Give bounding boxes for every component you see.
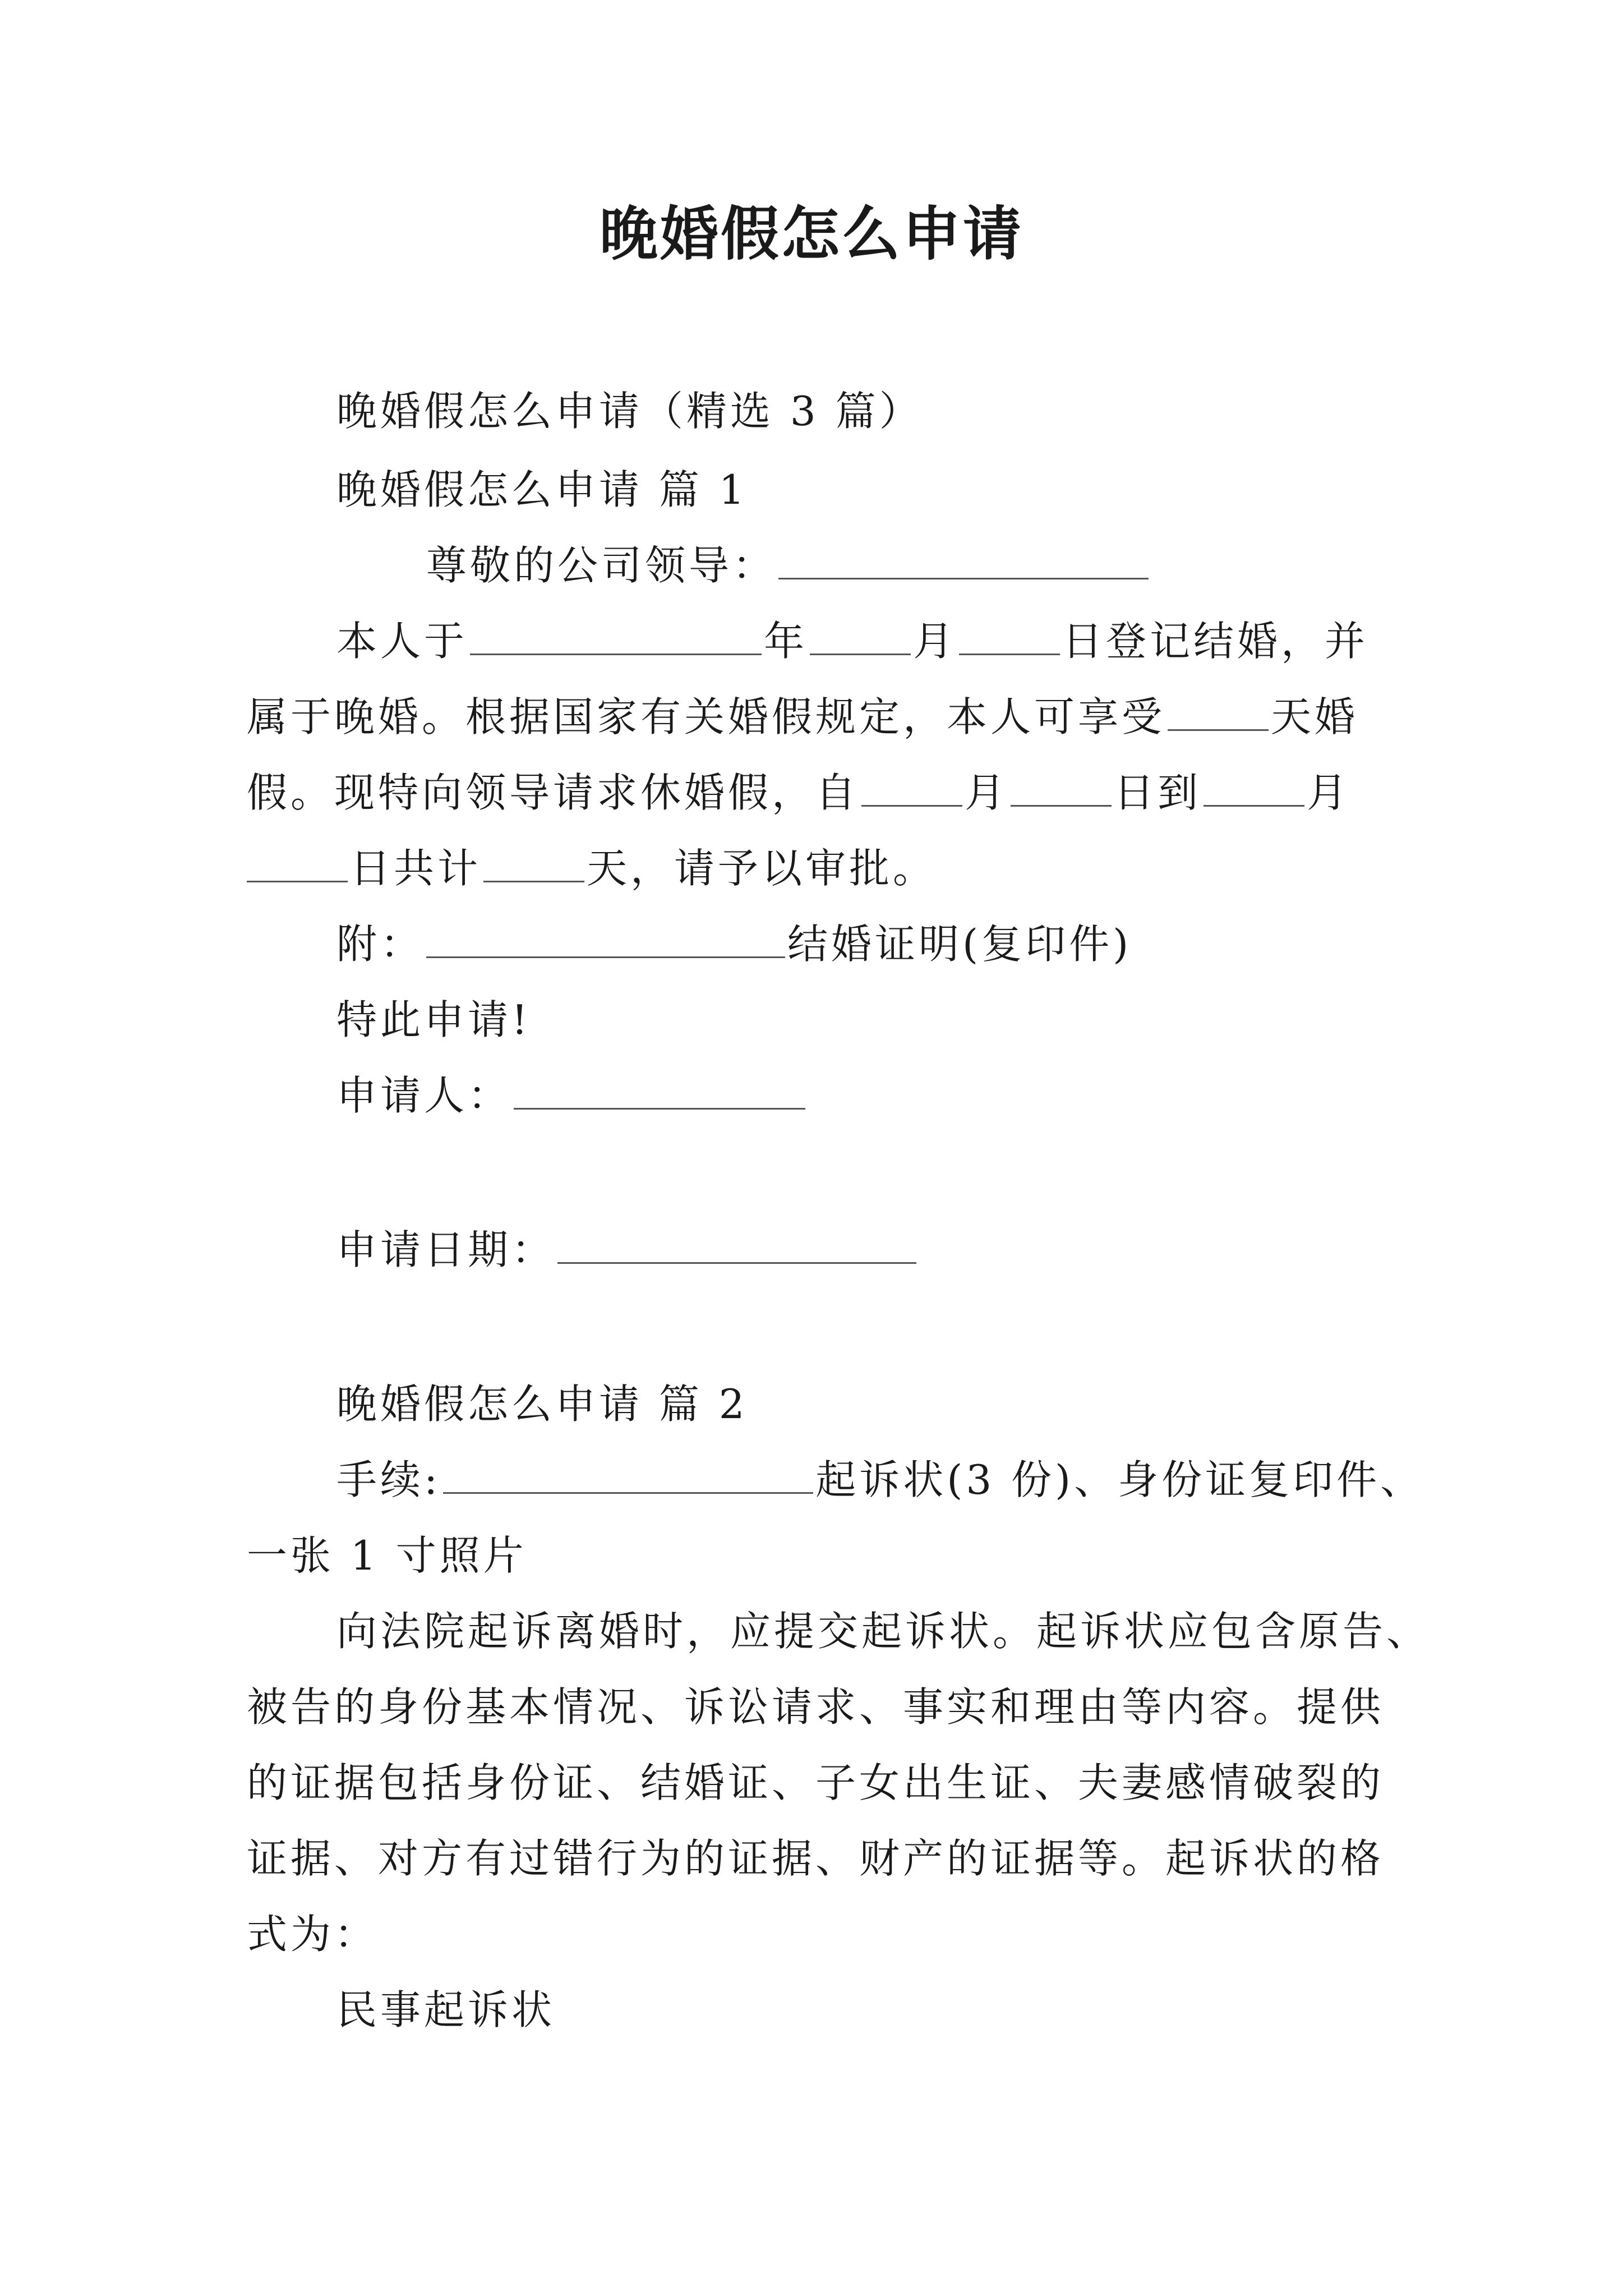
paragraph-line-2: 被告的身份基本情况、诉讼请求、事实和理由等内容。提供 — [247, 1683, 1385, 1731]
procedure-label: 手续: — [336, 1456, 441, 1503]
attachment-label: 附： — [336, 921, 425, 968]
blank-end-day — [247, 847, 348, 882]
paragraph-line-5: 式为： — [247, 1911, 379, 1958]
salutation-line — [247, 541, 1570, 590]
body-line-4 — [247, 844, 1391, 892]
procedure-line — [247, 1456, 1481, 1504]
applicant-label: 申请人： — [336, 1072, 512, 1119]
blank-year — [470, 620, 762, 655]
blank-attachment — [426, 923, 785, 958]
attachment-line — [247, 920, 1481, 968]
blank-days — [1168, 696, 1269, 731]
attachment-text: 结婚证明(复印件) — [787, 921, 1132, 968]
blank-date — [557, 1228, 916, 1264]
blank-start-day — [1011, 771, 1112, 807]
date-line — [247, 1226, 1481, 1274]
text-segment: 日共计 — [350, 845, 482, 892]
procedure-continued: 一张 1 寸照片 — [247, 1532, 527, 1579]
blank-day — [959, 620, 1060, 655]
blank-total-days — [483, 847, 584, 882]
text-segment: 月 — [913, 618, 957, 665]
text-segment: 日到 — [1114, 769, 1202, 816]
salutation: 尊敬的公司领导： — [426, 542, 777, 589]
procedure-text: 起诉状(3 份)、身份证复印件、 — [815, 1456, 1424, 1503]
body-line-3 — [247, 769, 1391, 817]
body-line-1 — [247, 617, 1481, 665]
doc-title: 民事起诉状 — [336, 1986, 556, 2033]
text-segment: 月 — [965, 769, 1009, 816]
body-line-2 — [247, 693, 1391, 741]
blank-start-month — [861, 771, 962, 807]
blank-leader-name — [778, 544, 1149, 579]
blank-applicant — [514, 1074, 805, 1110]
blank-month — [810, 620, 911, 655]
blank-procedure — [443, 1458, 813, 1494]
text-segment: 年 — [764, 618, 808, 665]
paragraph-line-1: 向法院起诉离婚时，应提交起诉状。起诉状应包含原告、 — [336, 1608, 1431, 1655]
text-segment: 本人于 — [336, 618, 468, 665]
closing: 特此申请! — [336, 996, 531, 1043]
paragraph-line-3: 的证据包括身份证、结婚证、子女出生证、夫妻感情破裂的 — [247, 1759, 1385, 1806]
text-segment: 天，请予以审批。 — [587, 845, 937, 892]
text-segment: 假。现特向领导请求休婚假，自 — [247, 769, 860, 816]
article-1-heading: 晚婚假怎么申请 篇 1 — [336, 466, 748, 513]
page-title: 晚婚假怎么申请 — [599, 199, 1023, 268]
subtitle: 晚婚假怎么申请（精选 3 篇） — [336, 388, 923, 435]
date-label: 申请日期： — [336, 1226, 556, 1273]
text-segment: 属于晚婚。根据国家有关婚假规定，本人可享受 — [247, 693, 1166, 740]
text-segment: 月 — [1307, 769, 1351, 816]
text-segment: 日登记结婚，并 — [1062, 618, 1369, 665]
blank-end-month — [1204, 771, 1304, 807]
paragraph-line-4: 证据、对方有过错行为的证据、财产的证据等。起诉状的格 — [247, 1835, 1385, 1882]
article-2-heading: 晚婚假怎么申请 篇 2 — [336, 1381, 748, 1428]
text-segment: 天婚 — [1271, 693, 1359, 740]
applicant-line — [247, 1071, 1481, 1120]
